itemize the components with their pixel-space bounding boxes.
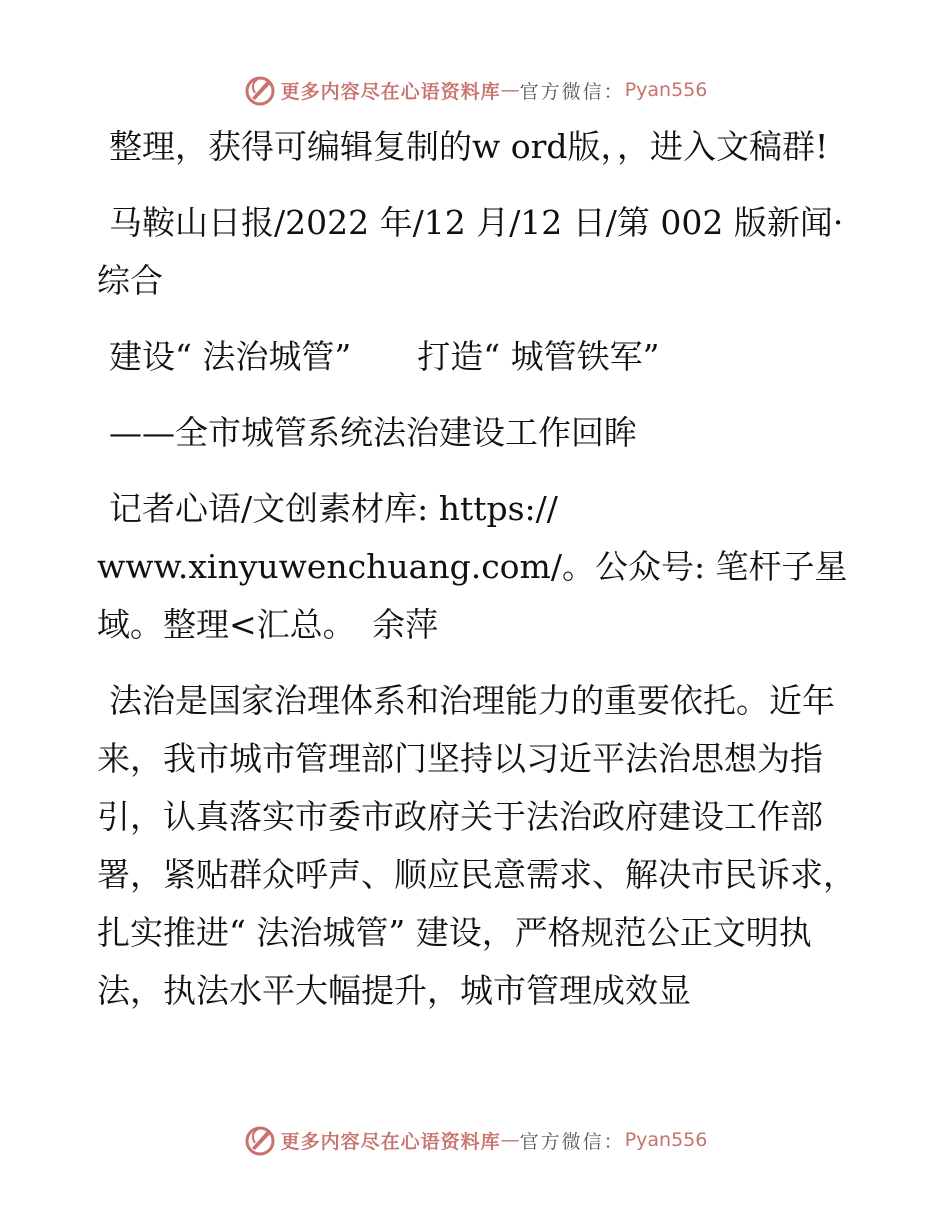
document-body bbox=[97, 118, 857, 1038]
footer-watermark-banner bbox=[0, 1120, 950, 1160]
wechat-label: 官方微信： bbox=[519, 1130, 625, 1153]
separator-dash: — bbox=[500, 79, 520, 101]
wechat-id: Pyan556 bbox=[624, 79, 708, 101]
wechat-label: 官方微信： bbox=[519, 80, 625, 103]
brand-text: 更多内容尽在心语资料库 bbox=[280, 1130, 501, 1153]
body-paragraph: 法治是国家治理体系和治理能力的重要依托。近年来，我市城市管理部门坚持以习近平法治思想为指引，认真落实市委市政府关于法治政府建设工作部署，紧贴群众呼声、顺应民意需求、解决市民诉求，扎实推进“ 法治城管” 建设，严格规范公正文明执法，执法水平大幅提升，城市管理成效显 bbox=[97, 681, 856, 1010]
source-line: 马鞍山日报/2022 年/12 月/12 日/第 002 版新闻· 综合 bbox=[97, 203, 844, 300]
intro-paragraph: 整理，获得可编辑复制的w ord版，，进入文稿群! bbox=[109, 127, 829, 166]
wechat-id: Pyan556 bbox=[624, 1129, 708, 1151]
quill-logo-icon bbox=[243, 1123, 277, 1157]
header-watermark-banner bbox=[0, 70, 950, 110]
article-title: 建设“ 法治城管” 打造“ 城管铁军” bbox=[109, 337, 660, 376]
brand-text: 更多内容尽在心语资料库 bbox=[280, 80, 501, 103]
quill-logo-icon bbox=[243, 73, 277, 107]
article-subtitle: ——全市城管系统法治建设工作回眸 bbox=[109, 413, 637, 452]
byline-paragraph: 记者心语/文创素材库: https:// www.xinyuwenchuang.com/。公众号: 笔杆子星域。整理<汇总。 余萍 bbox=[97, 489, 848, 644]
separator-dash: — bbox=[500, 1129, 520, 1151]
